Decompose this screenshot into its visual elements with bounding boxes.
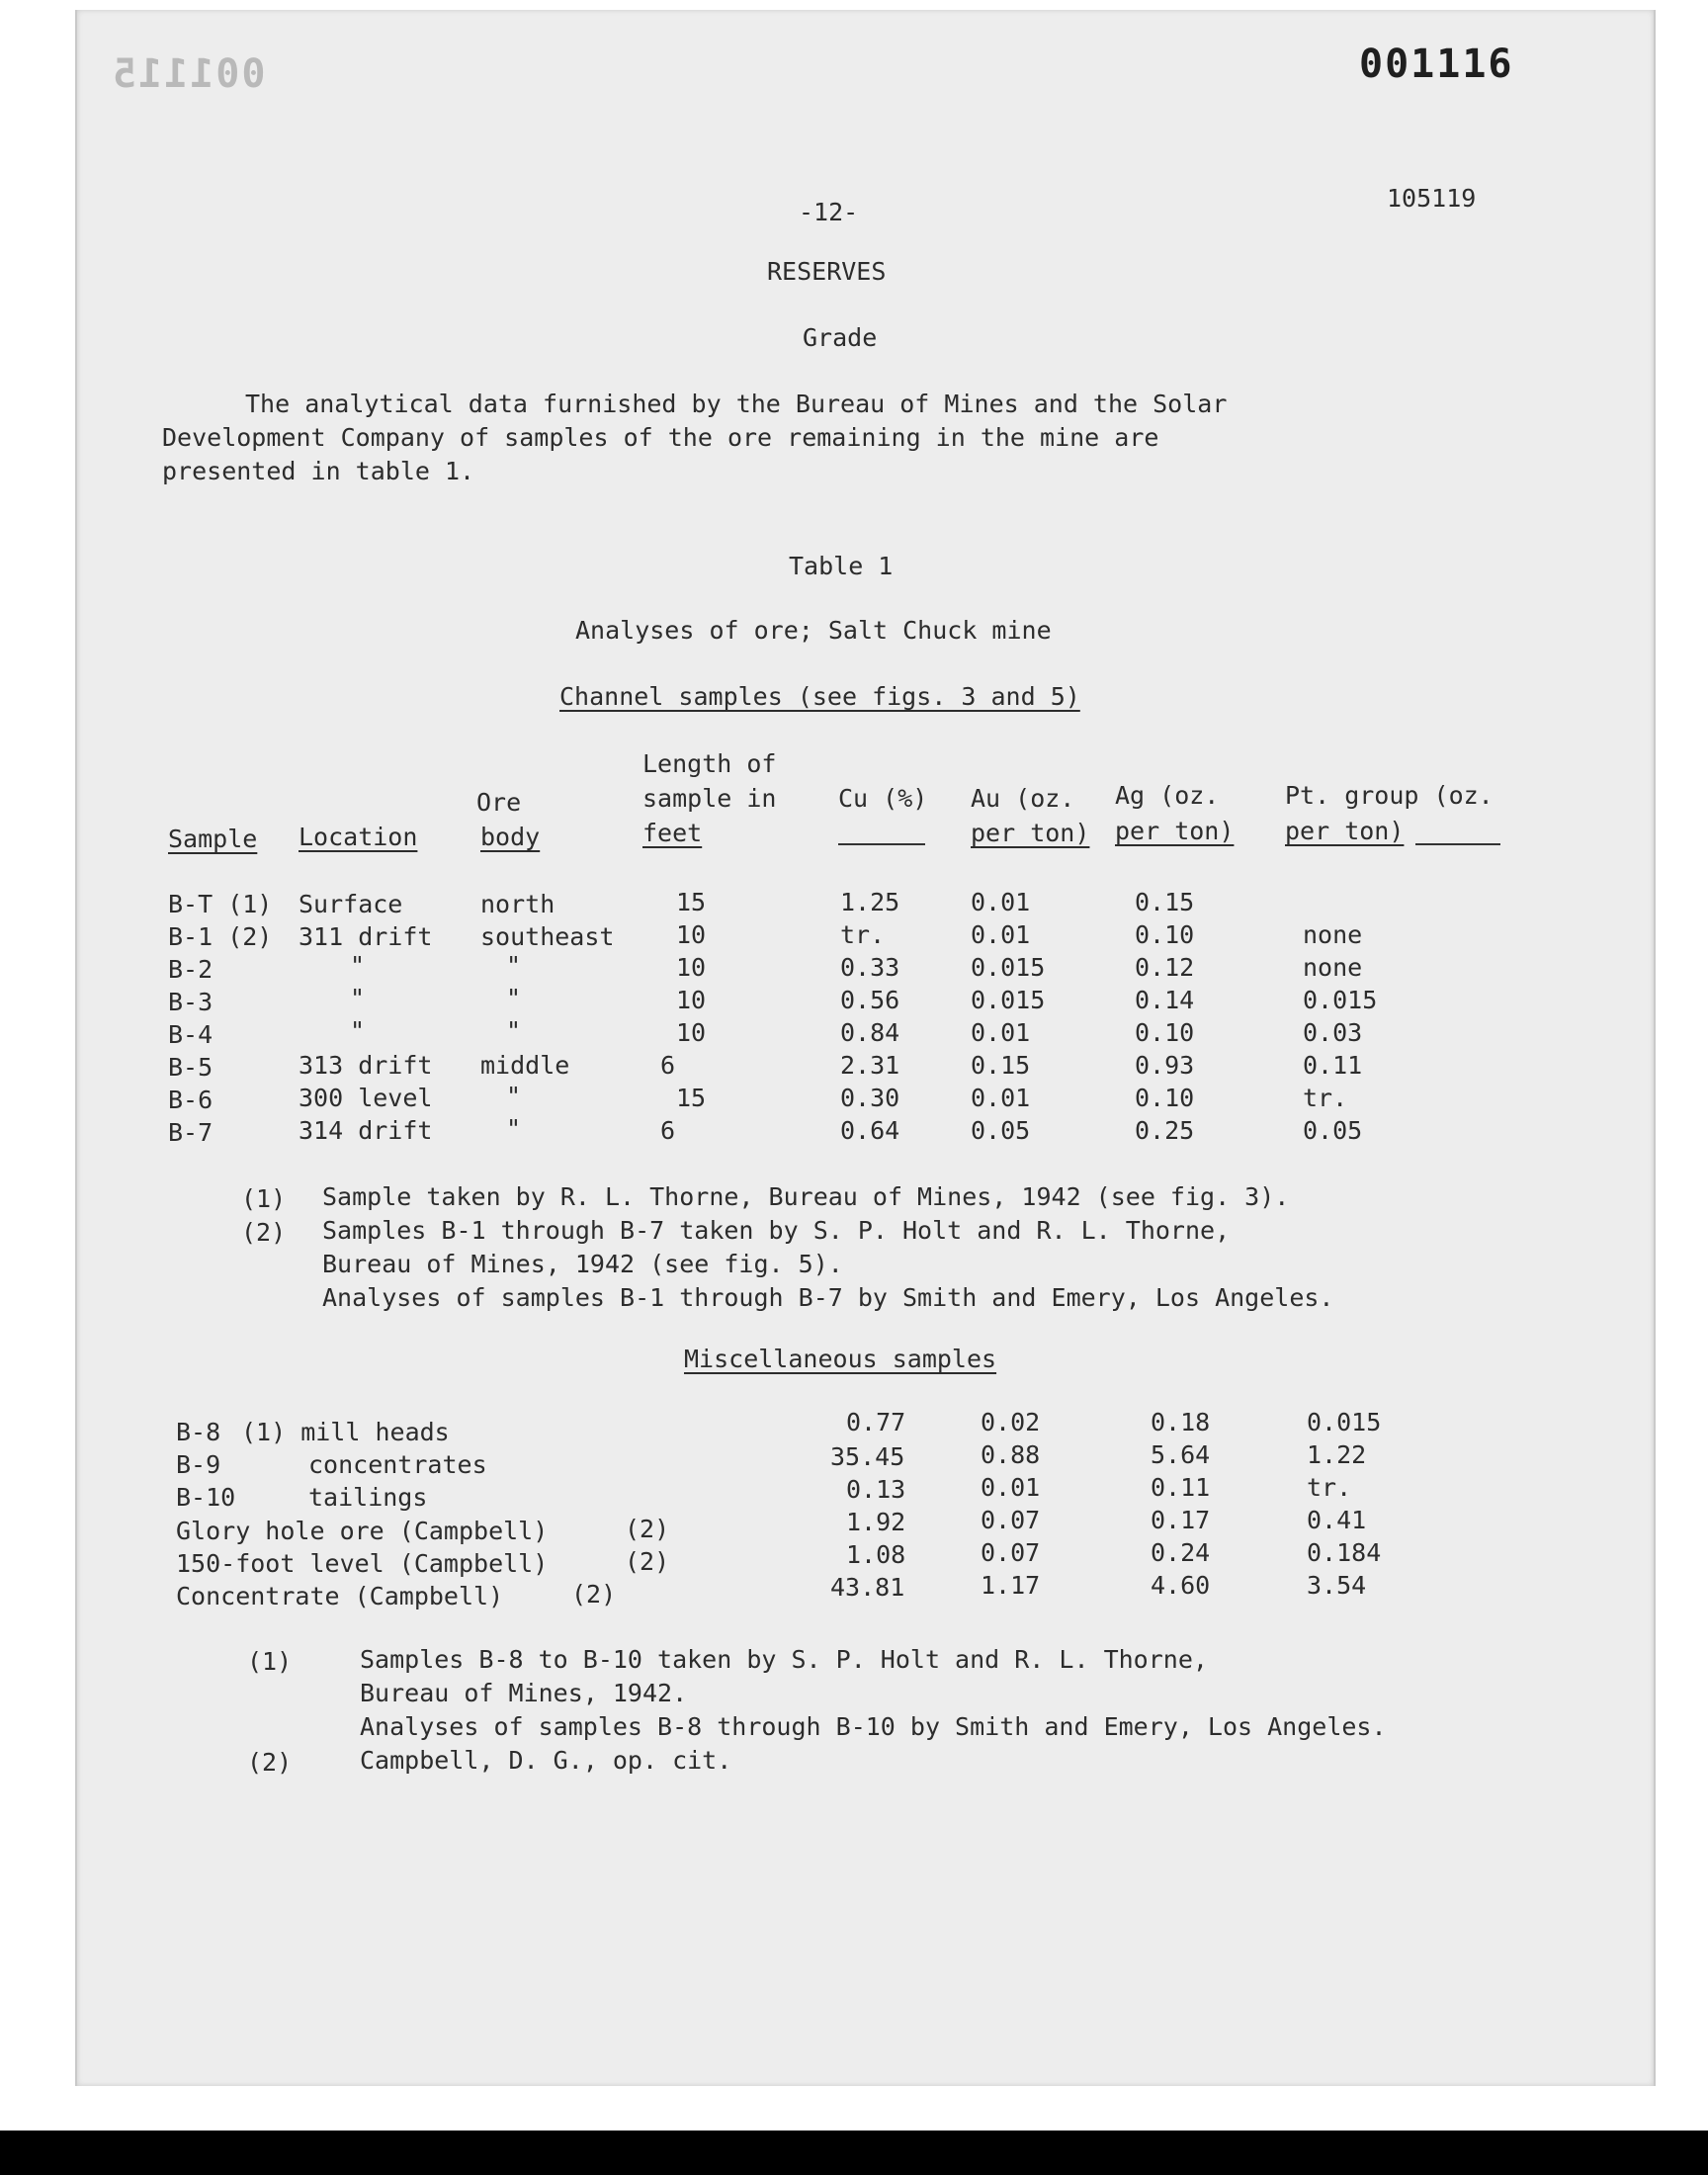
cell-ag: 0.24 bbox=[1151, 1538, 1211, 1567]
cell-pt: none bbox=[1303, 953, 1363, 982]
footnote-number: (2) bbox=[247, 1748, 293, 1777]
cell-sample: B-9 bbox=[176, 1450, 221, 1479]
cell-au: 0.07 bbox=[981, 1506, 1041, 1534]
cell-cu: tr. bbox=[840, 920, 886, 949]
cell-length: 10 bbox=[676, 953, 707, 982]
cell-au: 0.015 bbox=[971, 986, 1046, 1014]
cell-ag: 0.14 bbox=[1135, 986, 1195, 1014]
cell-location: " bbox=[350, 951, 366, 980]
cell-sample: B-1 (2) bbox=[168, 922, 273, 951]
ghost-stamp-number: 001115 bbox=[111, 51, 266, 97]
cell-sample: Concentrate (Campbell) bbox=[176, 1582, 504, 1610]
header-au-line1: Au (oz. bbox=[971, 784, 1075, 813]
cell-length: 6 bbox=[660, 1051, 676, 1080]
cell-au: 1.17 bbox=[981, 1571, 1041, 1600]
intro-line: presented in table 1. bbox=[162, 457, 475, 485]
cell-length: 6 bbox=[660, 1116, 676, 1145]
cell-pt: 0.184 bbox=[1307, 1538, 1382, 1567]
header-cu: Cu (%) bbox=[838, 784, 928, 813]
cell-length: 10 bbox=[676, 986, 707, 1014]
cell-cu: 1.92 bbox=[846, 1508, 906, 1536]
cell-au: 0.01 bbox=[971, 1084, 1031, 1112]
cell-ore-body: " bbox=[506, 1016, 522, 1045]
cell-location: " bbox=[350, 984, 366, 1012]
cell-au: 0.88 bbox=[981, 1440, 1041, 1469]
cell-ag: 4.60 bbox=[1151, 1571, 1211, 1600]
cell-au: 0.01 bbox=[971, 1018, 1031, 1047]
cell-length: 15 bbox=[676, 888, 707, 916]
footnote-text: Samples B-1 through B-7 taken by S. P. Holt and R. L. Thorne, bbox=[322, 1216, 1231, 1245]
footnote-text: Bureau of Mines, 1942. bbox=[360, 1679, 688, 1707]
cell-pt: tr. bbox=[1303, 1084, 1348, 1112]
cell-ore-body: " bbox=[506, 984, 522, 1012]
cell-length: 10 bbox=[676, 920, 707, 949]
cell-ore-body: middle bbox=[480, 1051, 570, 1080]
page-number: -12- bbox=[799, 198, 859, 226]
channel-samples-heading: Channel samples (see figs. 3 and 5) bbox=[559, 682, 1080, 711]
cell-au: 0.07 bbox=[981, 1538, 1041, 1567]
cell-cu: 0.77 bbox=[846, 1408, 906, 1436]
footnote-text: Samples B-8 to B-10 taken by S. P. Holt and R. L. Thorne, bbox=[360, 1645, 1208, 1674]
scanner-bottom-strip bbox=[0, 2131, 1708, 2175]
cell-cu: 0.30 bbox=[840, 1084, 900, 1112]
cell-cu: 35.45 bbox=[830, 1442, 905, 1471]
cell-cu: 1.08 bbox=[846, 1540, 906, 1569]
cell-cu: 0.64 bbox=[840, 1116, 900, 1145]
cell-description: tailings bbox=[308, 1483, 428, 1512]
cell-ag: 0.15 bbox=[1135, 888, 1195, 916]
cell-description: (1) mill heads bbox=[241, 1418, 450, 1446]
cell-au: 0.01 bbox=[971, 920, 1031, 949]
misc-samples-heading: Miscellaneous samples bbox=[684, 1345, 997, 1373]
footnote-number: (1) bbox=[247, 1647, 293, 1676]
cell-ore-body: " bbox=[506, 1082, 522, 1110]
cell-location: Surface bbox=[299, 890, 403, 918]
cell-pt: 0.03 bbox=[1303, 1018, 1363, 1047]
cell-pt: 0.41 bbox=[1307, 1506, 1367, 1534]
header-pt-rule-extension bbox=[1415, 843, 1500, 845]
report-number: 105119 bbox=[1387, 184, 1477, 213]
cell-au: 0.05 bbox=[971, 1116, 1031, 1145]
header-pt-line1: Pt. group (oz. bbox=[1285, 781, 1494, 810]
cell-cu: 0.56 bbox=[840, 986, 900, 1014]
cell-ag: 0.25 bbox=[1135, 1116, 1195, 1145]
intro-line: The analytical data furnished by the Bureau of Mines and the Solar bbox=[245, 390, 1228, 418]
cell-ag: 0.93 bbox=[1135, 1051, 1195, 1080]
section-title: RESERVES bbox=[767, 257, 887, 286]
cell-location: " bbox=[350, 1016, 366, 1045]
header-au-line2: per ton) bbox=[971, 819, 1090, 847]
cell-ore-body: north bbox=[480, 890, 555, 918]
cell-au: 0.015 bbox=[971, 953, 1046, 982]
cell-au: 0.01 bbox=[971, 888, 1031, 916]
cell-sample: B-4 bbox=[168, 1020, 214, 1049]
cell-location: 311 drift bbox=[299, 922, 433, 951]
cell-ag: 0.10 bbox=[1135, 1084, 1195, 1112]
header-length-line3: feet bbox=[642, 819, 703, 847]
cell-location: 300 level bbox=[299, 1084, 433, 1112]
header-length-line2: sample in bbox=[642, 784, 777, 813]
header-ag-line2: per ton) bbox=[1115, 817, 1235, 845]
cell-ore-body: " bbox=[506, 1114, 522, 1143]
footnote-number: (2) bbox=[241, 1218, 287, 1247]
cell-sample: B-2 bbox=[168, 955, 214, 984]
cell-pt: 3.54 bbox=[1307, 1571, 1367, 1600]
cell-sample: B-3 bbox=[168, 988, 214, 1016]
cell-ore-body: southeast bbox=[480, 922, 615, 951]
cell-ag: 0.11 bbox=[1151, 1473, 1211, 1502]
cell-sample: B-7 bbox=[168, 1118, 214, 1147]
footnote-text: Bureau of Mines, 1942 (see fig. 5). bbox=[322, 1250, 843, 1278]
cell-cu: 43.81 bbox=[830, 1573, 905, 1602]
table-subtitle: Analyses of ore; Salt Chuck mine bbox=[575, 616, 1052, 645]
cell-length: 15 bbox=[676, 1084, 707, 1112]
intro-line: Development Company of samples of the ore remaining in the mine are bbox=[162, 423, 1159, 452]
header-cu-rule bbox=[838, 843, 925, 845]
cell-ag: 0.17 bbox=[1151, 1506, 1211, 1534]
subsection-title: Grade bbox=[803, 323, 878, 352]
cell-pt: tr. bbox=[1307, 1473, 1352, 1502]
cell-cu: 2.31 bbox=[840, 1051, 900, 1080]
cell-cu: 1.25 bbox=[840, 888, 900, 916]
cell-ag: 0.10 bbox=[1135, 1018, 1195, 1047]
document-page bbox=[75, 10, 1656, 2086]
cell-description: concentrates bbox=[308, 1450, 487, 1479]
cell-pt: 0.015 bbox=[1307, 1408, 1382, 1436]
footnote-text: Sample taken by R. L. Thorne, Bureau of Mines, 1942 (see fig. 3). bbox=[322, 1182, 1290, 1211]
cell-cu: 0.33 bbox=[840, 953, 900, 982]
cell-cu: 0.13 bbox=[846, 1475, 906, 1504]
cell-sample: B-10 bbox=[176, 1483, 236, 1512]
cell-pt: 0.015 bbox=[1303, 986, 1378, 1014]
cell-au: 0.01 bbox=[981, 1473, 1041, 1502]
header-pt-line2: per ton) bbox=[1285, 817, 1405, 845]
header-location: Location bbox=[299, 823, 418, 851]
cell-au: 0.02 bbox=[981, 1408, 1041, 1436]
cell-ag: 0.12 bbox=[1135, 953, 1195, 982]
cell-sample: Glory hole ore (Campbell) bbox=[176, 1517, 549, 1545]
cell-sample: B-5 bbox=[168, 1053, 214, 1082]
cell-au: 0.15 bbox=[971, 1051, 1031, 1080]
cell-note: (2) bbox=[625, 1515, 670, 1543]
cell-sample: B-6 bbox=[168, 1086, 214, 1114]
header-sample: Sample bbox=[168, 825, 258, 853]
document-stamp-number: 001116 bbox=[1359, 42, 1514, 87]
cell-pt: none bbox=[1303, 920, 1363, 949]
header-ore-body-line2: body bbox=[480, 823, 541, 851]
header-ag-line1: Ag (oz. bbox=[1115, 781, 1220, 810]
cell-sample: B-8 bbox=[176, 1418, 221, 1446]
cell-pt: 1.22 bbox=[1307, 1440, 1367, 1469]
cell-ag: 5.64 bbox=[1151, 1440, 1211, 1469]
cell-note: (2) bbox=[625, 1547, 670, 1576]
footnote-text: Campbell, D. G., op. cit. bbox=[360, 1746, 732, 1775]
cell-cu: 0.84 bbox=[840, 1018, 900, 1047]
header-length-line1: Length of bbox=[642, 749, 777, 778]
cell-length: 10 bbox=[676, 1018, 707, 1047]
cell-pt: 0.11 bbox=[1303, 1051, 1363, 1080]
cell-ag: 0.10 bbox=[1135, 920, 1195, 949]
cell-location: 314 drift bbox=[299, 1116, 433, 1145]
cell-location: 313 drift bbox=[299, 1051, 433, 1080]
footnote-number: (1) bbox=[241, 1184, 287, 1213]
cell-pt: 0.05 bbox=[1303, 1116, 1363, 1145]
intro-paragraph bbox=[162, 388, 1227, 488]
cell-sample: 150-foot level (Campbell) bbox=[176, 1549, 549, 1578]
cell-sample: B-T (1) bbox=[168, 890, 273, 918]
cell-ore-body: " bbox=[506, 951, 522, 980]
footnote-text: Analyses of samples B-1 through B-7 by Smith and Emery, Los Angeles. bbox=[322, 1283, 1334, 1312]
cell-note: (2) bbox=[571, 1580, 617, 1609]
cell-ag: 0.18 bbox=[1151, 1408, 1211, 1436]
footnote-text: Analyses of samples B-8 through B-10 by Smith and Emery, Los Angeles. bbox=[360, 1712, 1387, 1741]
table-title: Table 1 bbox=[789, 552, 894, 580]
header-ore-body-line1: Ore bbox=[476, 788, 522, 817]
